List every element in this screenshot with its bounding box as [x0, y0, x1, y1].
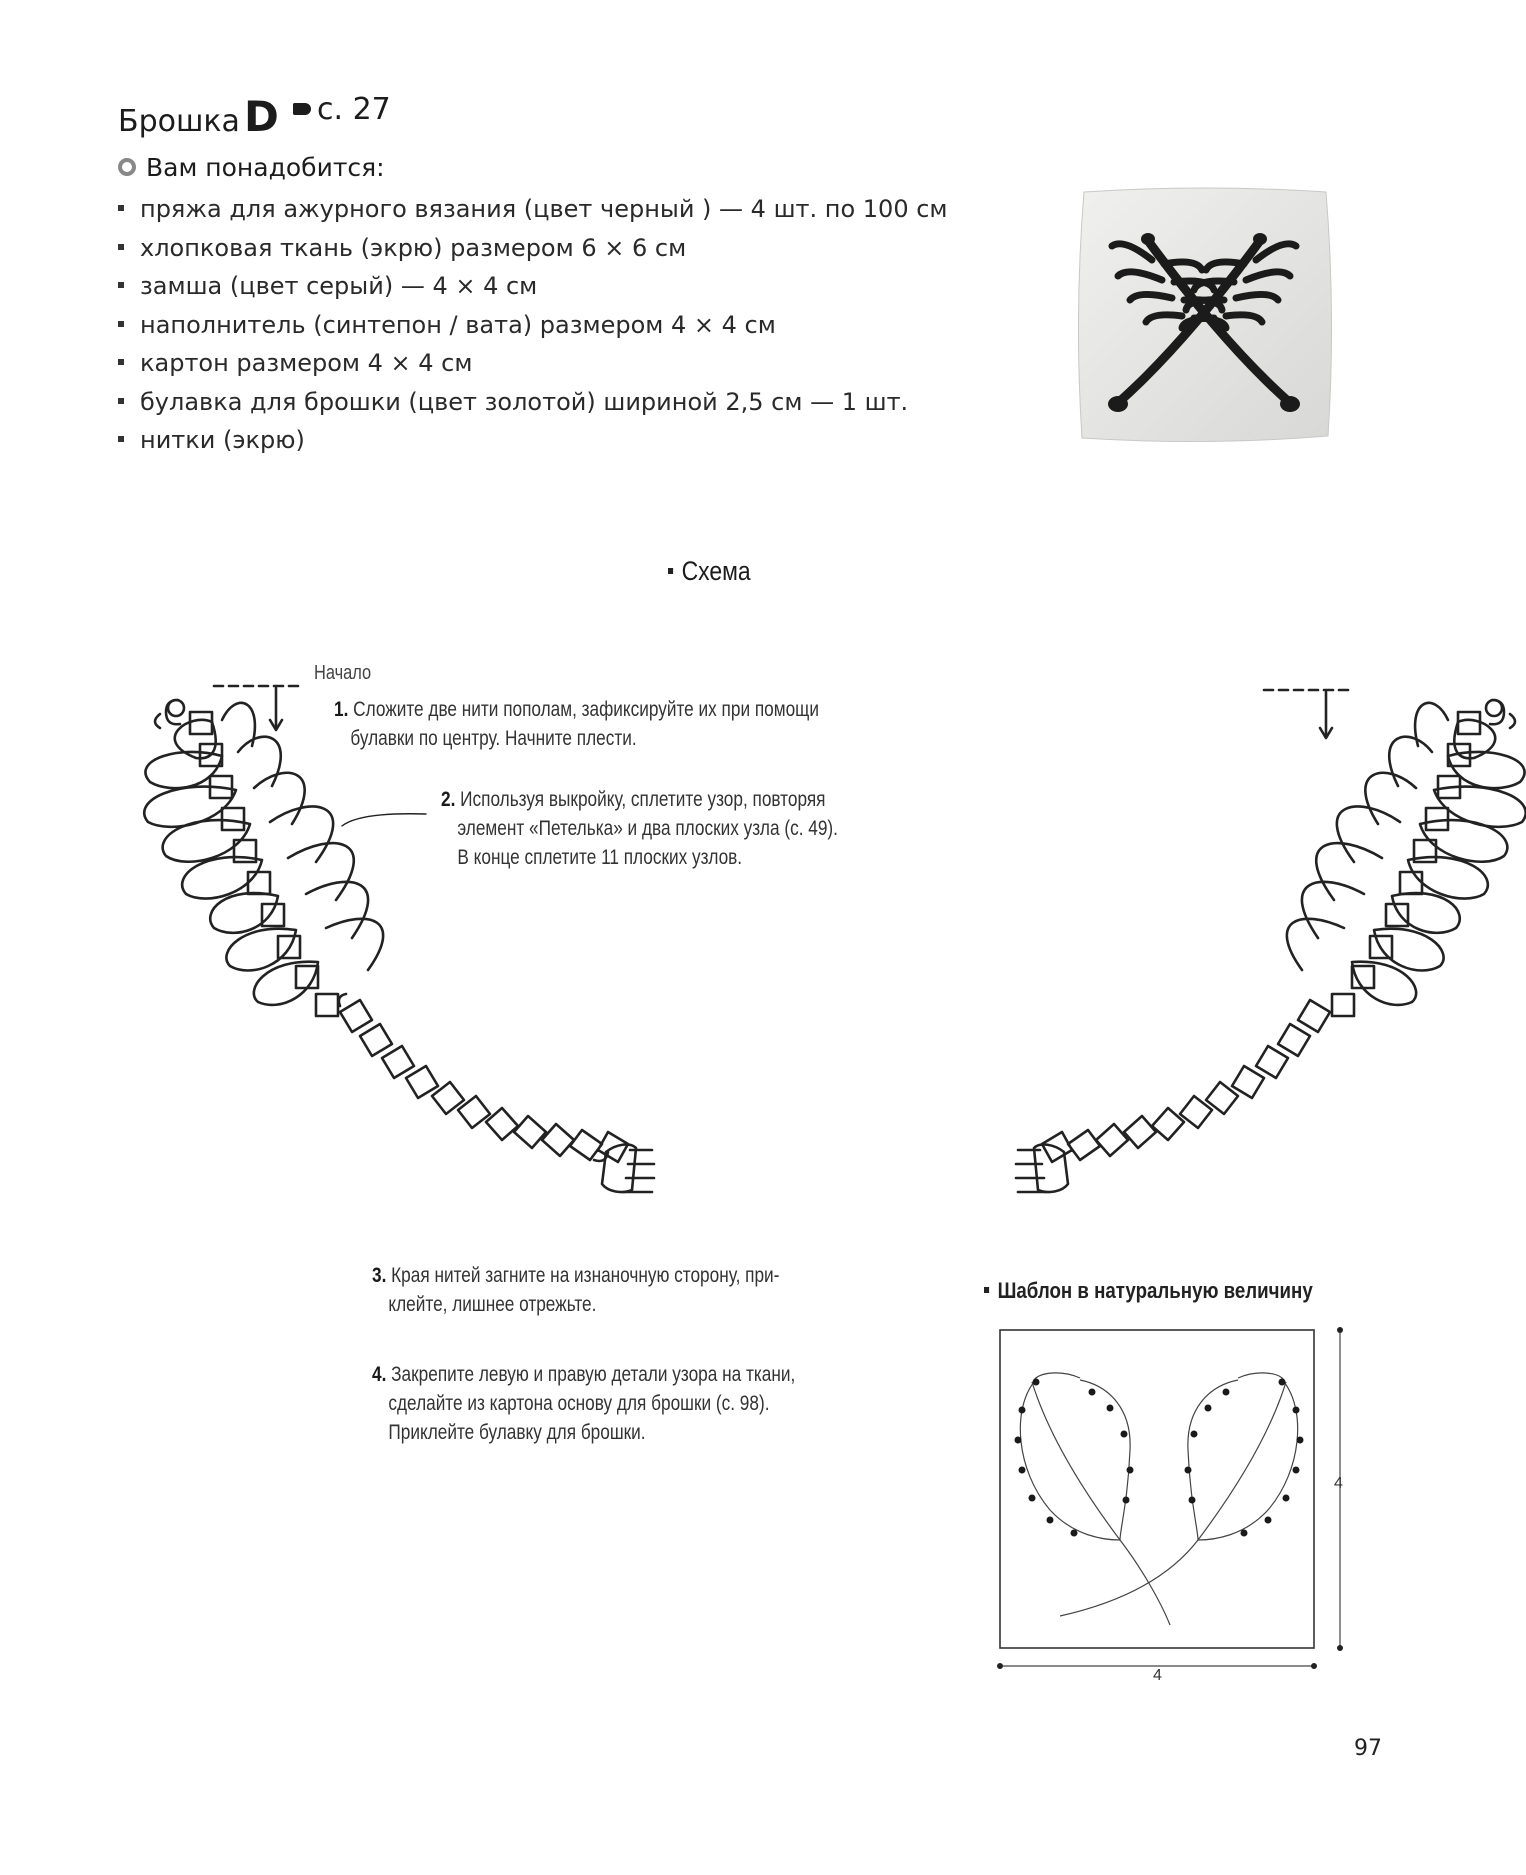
- materials-heading-text: Вам понадобится:: [146, 153, 385, 182]
- step-number: 3.: [372, 1264, 387, 1287]
- step-1: [334, 695, 819, 753]
- step-text: булавки по центру. Начните плести.: [350, 727, 637, 750]
- step-text: Края нитей загните на изнаночную сторону, при-: [391, 1264, 780, 1287]
- step-4: [372, 1360, 795, 1447]
- step-number: 4.: [372, 1363, 387, 1386]
- list-item: булавка для брошки (цвет золотой) шириной 2,5 см — 1 шт.: [118, 383, 878, 422]
- template-heading: Шаблон в натуральную величину: [984, 1278, 1313, 1304]
- page-number: 97: [1354, 1736, 1382, 1761]
- schema-heading: Схема: [668, 556, 751, 587]
- step-text: В конце сплетите 11 плоских узлов.: [457, 846, 743, 869]
- step-text: сделайте из картона основу для брошки (с. 98).: [388, 1392, 770, 1415]
- step-text: элемент «Петелька» и два плоских узла (с. 49).: [457, 817, 838, 840]
- page-reference-text: с. 27: [317, 92, 391, 127]
- title-letter: D: [243, 92, 279, 141]
- list-item: наполнитель (синтепон / вата) размером 4 × 4 см: [118, 306, 878, 345]
- list-item: хлопковая ткань (экрю) размером 6 × 6 см: [118, 229, 878, 268]
- step-number: 2.: [441, 788, 456, 811]
- step-text: Используя выкройку, сплетите узор, повторяя: [460, 788, 826, 811]
- list-item: замша (цвет серый) — 4 × 4 см: [118, 267, 878, 306]
- list-item: пряжа для ажурного вязания (цвет черный ) — 4 шт. по 100 см: [118, 190, 878, 229]
- title-text: Брошка: [118, 104, 240, 139]
- step-text: Закрепите левую и правую детали узора на ткани,: [391, 1363, 796, 1386]
- list-item: нитки (экрю): [118, 421, 878, 460]
- step-text: Приклейте булавку для брошки.: [388, 1421, 646, 1444]
- list-item: картон размером 4 × 4 см: [118, 344, 878, 383]
- step-2: [441, 785, 838, 872]
- template-figure: [997, 1327, 1343, 1684]
- step-number: 1.: [334, 698, 349, 721]
- start-label: Начало: [314, 662, 372, 684]
- template-height-label: 4: [1334, 1475, 1343, 1492]
- template-width-label: 4: [1153, 1667, 1162, 1684]
- step-3: [372, 1261, 779, 1319]
- step-text: Сложите две нити пополам, зафиксируйте их при помощи: [353, 698, 819, 721]
- step-text: клейте, лишнее отрежьте.: [388, 1293, 597, 1316]
